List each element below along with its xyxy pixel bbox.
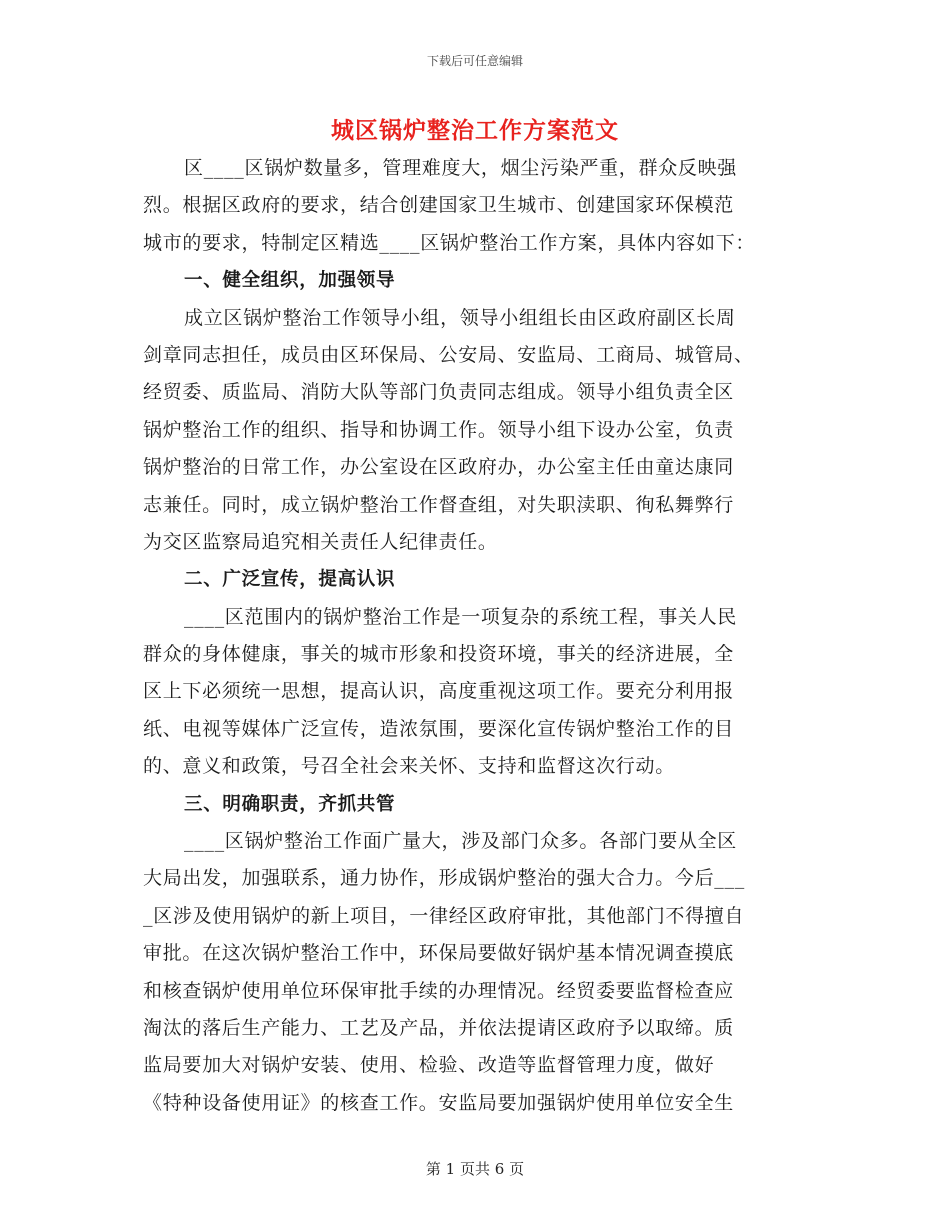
paragraph-line: 纸、电视等媒体广泛宣传，造浓氛围，要深化宣传锅炉整治工作的目 (143, 717, 735, 740)
paragraph-line: 为交区监察局追究相关责任人纪律责任。 (143, 530, 498, 553)
paragraph-line: 锅炉整治的日常工作，办公室设在区政府办，办公室主任由童达康同 (143, 456, 735, 479)
paragraph-line: 大局出发，加强联系，通力协作，形成锅炉整治的强大合力。今后___ (143, 867, 745, 890)
paragraph-line: 经贸委、质监局、消防大队等部门负责同志组成。领导小组负责全区 (143, 381, 735, 404)
paragraph-line: 城市的要求，特制定区精选____区锅炉整治工作方案，具体内容如下： (143, 231, 756, 254)
paragraph-line: 淘汰的落后生产能力、工艺及产品，并依法提请区政府予以取缔。质 (143, 1016, 735, 1039)
paragraph-line: 成立区锅炉整治工作领导小组，领导小组组长由区政府副区长周 (184, 306, 736, 329)
paragraph-line: 群众的身体健康，事关的城市形象和投资环境，事关的经济进展，全 (143, 643, 735, 666)
paragraph-line: 区上下必须统一思想，提高认识，高度重视这项工作。要充分利用报 (143, 680, 735, 703)
paragraph-line: 剑章同志担任，成员由区环保局、公安局、安监局、工商局、城管局、 (143, 343, 754, 366)
paragraph-line: 监局要加大对锅炉安装、使用、检验、改造等监督管理力度，做好 (143, 1054, 715, 1077)
header-note: 下载后可任意编辑 (426, 54, 523, 68)
paragraph-line: 和核查锅炉使用单位环保审批手续的办理情况。经贸委要监督检查应 (143, 979, 735, 1002)
paragraph-line: ____区范围内的锅炉整治工作是一项复杂的系统工程，事关人民 (184, 605, 738, 628)
section-heading: 一、健全组织，加强领导 (184, 270, 396, 292)
paragraph-line: 区____区锅炉数量多，管理难度大，烟尘污染严重，群众反映强 (184, 157, 738, 179)
document-body (143, 150, 811, 1122)
paragraph-line: 烈。根据区政府的要求，结合创建国家卫生城市、创建国家环保模范 (143, 194, 735, 217)
section-heading: 三、明确职责，齐抓共管 (184, 793, 396, 815)
paragraph-line: 锅炉整治工作的组织、指导和协调工作。领导小组下设办公室，负责 (143, 418, 735, 441)
page-footer: 第 1 页共 6 页 (425, 1160, 525, 1178)
paragraph-line: 审批。在这次锅炉整治工作中，环保局要做好锅炉基本情况调查摸底 (143, 942, 735, 965)
section-heading: 二、广泛宣传，提高认识 (184, 569, 396, 591)
paragraph-line: ____区锅炉整治工作面广量大，涉及部门众多。各部门要从全区 (184, 830, 738, 853)
document-title: 城区锅炉整治工作方案范文 (331, 117, 619, 144)
paragraph-line: _区涉及使用锅炉的新上项目，一律经区政府审批，其他部门不得擅自 (143, 904, 745, 927)
paragraph-line: 的、意义和政策，号召全社会来关怀、支持和监督这次行动。 (143, 755, 675, 778)
paragraph-line: 志兼任。同时，成立锅炉整治工作督查组，对失职渎职、徇私舞弊行 (143, 493, 735, 516)
paragraph-line: 《特种设备使用证》的核查工作。安监局要加强锅炉使用单位安全生 (143, 1091, 735, 1114)
